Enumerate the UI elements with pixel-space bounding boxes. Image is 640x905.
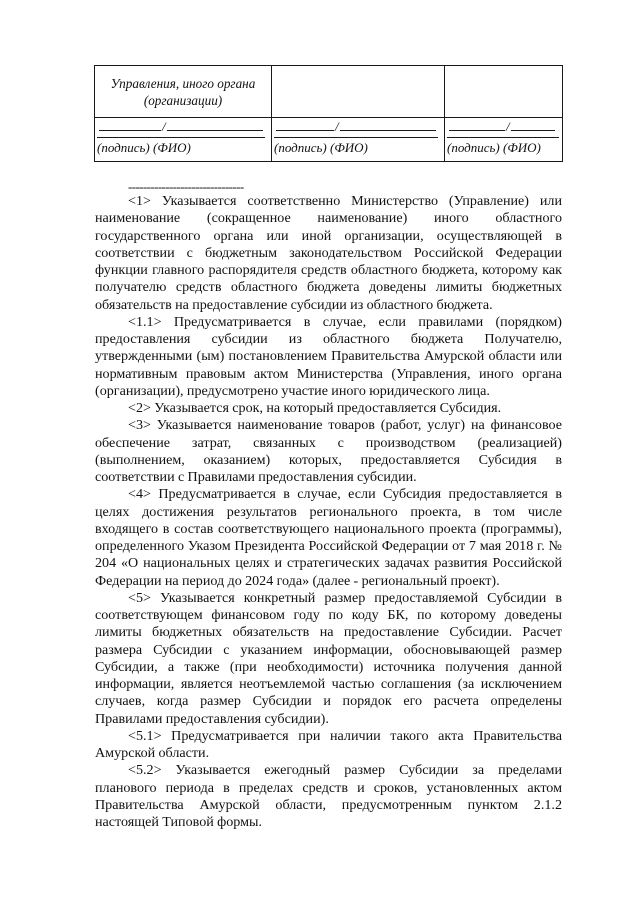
- signature-line: [276, 120, 436, 134]
- footnote-1-1: <1.1> Предусматривается в случае, если правилами (порядком) предоставления субсидии из областного бюджета Получателю, утвержденными (ым) постановлением Правительства Амурской области или нормативным правовым актом Министерства (Управления, иного органа (организации), предусмотрено участие иного юридического лица.: [95, 313, 562, 399]
- footnotes: [95, 193, 562, 831]
- footnote-2: <2> Указывается срок, на который предоставляется Субсидия.: [128, 400, 502, 416]
- signature-cell-2: [272, 118, 445, 162]
- footnote-4: <4> Предусматривается в случае, если Субсидия предоставляется в целях достижения результатов регионального проекта, в том числе входящего в состав соответствующего национального проекта (программы), определенного Указом Президента Российской Федерации от 7 мая 2018 г. № 204 «О национальных целях и стратегических задачах развития Российской Федерации на период до 2024 года» (далее - региональный проект).: [95, 486, 562, 589]
- signature-caption: (подпись) (ФИО): [274, 137, 438, 155]
- footnote-1: <1> Указывается соответственно Министерство (Управление) или наименование (сокращенное наименование) иного областного государственного органа или иной организации, осуществляющей в соответствии с бюджетным законодательством Российской Федерации функции главного распорядителя средств областного бюджета, которому как получателю средств областного бюджета доведены лимиты бюджетных обязательств на предоставление субсидии из областного бюджета.: [95, 193, 562, 313]
- signature-line: [449, 120, 554, 134]
- footnote-separator: -------------------------------: [128, 179, 244, 194]
- signature-caption: (подпись) (ФИО): [447, 137, 559, 155]
- signature-slash: /: [506, 119, 510, 134]
- footnote-5-2: <5.2> Указывается ежегодный размер Субсидии за пределами планового периода в пределах средств и сроков, установленных актом Правительства Амурской области, предусмотренным пунктом 2.1.2 настоящей Типовой формы.: [95, 762, 562, 830]
- signature-slash: /: [335, 119, 339, 134]
- signature-caption: (подпись) (ФИО): [97, 137, 265, 155]
- footnote-3: <3> Указывается наименование товаров (работ, услуг) на финансовое обеспечение затрат, связанных с производством (реализацией) (выполнением, оказанием) которых, предоставляется Субсидия в соответствии с Правилами предоставления субсидии.: [95, 417, 562, 485]
- empty-cell: [272, 66, 445, 118]
- signature-slash: /: [162, 119, 166, 134]
- signature-cell-3: [445, 118, 563, 162]
- signature-row: [95, 118, 563, 162]
- signature-line: [99, 120, 263, 134]
- footnote-5: <5> Указывается конкретный размер предоставляемой Субсидии в соответствующем финансовом году по коду БК, по которому доведены лимиты бюджетных обязательств на предоставление Субсидии. Расчет размера Субсидии с указанием информации, обосновывающей размер Субсидии, а также (при необходимости) источника получения данной информации, является неотъемлемой частью соглашения (за исключением случаев, когда размер Субсидии и порядок его расчета определены Правилами предоставления субсидии).: [95, 589, 562, 727]
- org-label-cell: [95, 66, 272, 118]
- footnote-5-1: <5.1> Предусматривается при наличии такого акта Правительства Амурской области.: [95, 727, 562, 761]
- signature-cell-1: [95, 118, 272, 162]
- signature-table-header-row: [95, 66, 563, 118]
- signature-table: [94, 65, 563, 162]
- org-label: Управления, иного органа (организации): [110, 76, 256, 108]
- empty-cell: [445, 66, 563, 118]
